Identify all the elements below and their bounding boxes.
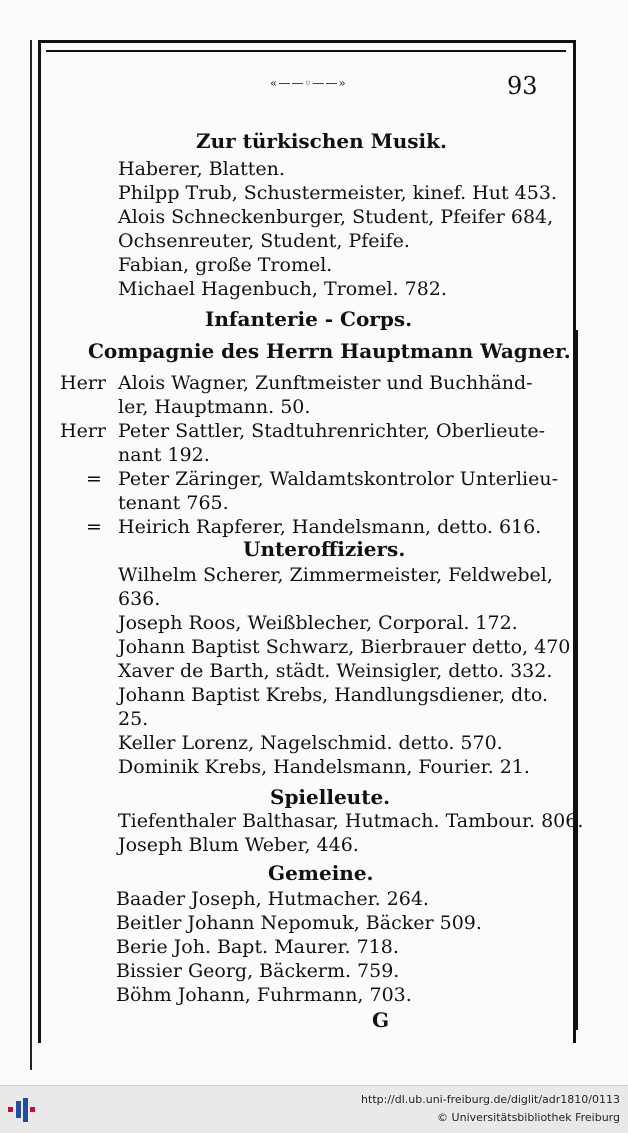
- page-number: 93: [507, 72, 538, 100]
- officer-title-label: Herr: [60, 372, 106, 394]
- section-heading-compagnie: Compagnie des Herrn Hauptmann Wagner.: [88, 339, 571, 363]
- list-item: Baader Joseph, Hutmacher. 264.: [116, 888, 429, 910]
- ditto-mark: =: [86, 468, 102, 490]
- list-item: 636.: [118, 588, 161, 610]
- viewer-footer: [0, 1085, 628, 1133]
- list-item: Philpp Trub, Schustermeister, kinef. Hut 453.: [118, 182, 557, 204]
- source-url-link[interactable]: http://dl.ub.uni-freiburg.de/diglit/adr1810/0113: [361, 1093, 620, 1106]
- copyright-notice: © Universitätsbibliothek Freiburg: [437, 1111, 620, 1124]
- list-item: Böhm Johann, Fuhrmann, 703.: [116, 984, 412, 1006]
- list-item: nant 192.: [118, 444, 210, 466]
- list-item: Michael Hagenbuch, Tromel. 782.: [118, 278, 447, 300]
- list-item: 25.: [118, 708, 149, 730]
- section-heading-gemeine: Gemeine.: [268, 861, 374, 885]
- page-left-rule: [30, 40, 32, 1070]
- page-border-inner-rule: [46, 50, 566, 52]
- list-item: Tiefenthaler Balthasar, Hutmach. Tambour. 806.: [118, 810, 584, 832]
- section-heading-unteroffiziers: Unteroffiziers.: [243, 537, 406, 561]
- list-item: Peter Zäringer, Waldamtskontrolor Unterlieu-: [118, 468, 559, 490]
- list-item: Xaver de Barth, städt. Weinsigler, detto. 332.: [118, 660, 553, 682]
- list-item: tenant 765.: [118, 492, 229, 514]
- list-item: Peter Sattler, Stadtuhrenrichter, Oberlieute-: [118, 420, 545, 442]
- section-heading-spielleute: Spielleute.: [270, 785, 391, 809]
- list-item: Johann Baptist Krebs, Handlungsdiener, dto.: [118, 684, 548, 706]
- list-item: Joseph Blum Weber, 446.: [118, 834, 359, 856]
- list-item: Heirich Rapferer, Handelsmann, detto. 616.: [118, 516, 542, 538]
- page-right-rule: [575, 330, 578, 1030]
- list-item: Fabian, große Tromel.: [118, 254, 333, 276]
- list-item: Beitler Johann Nepomuk, Bäcker 509.: [116, 912, 482, 934]
- officer-title-label: Herr: [60, 420, 106, 442]
- ditto-mark: =: [86, 516, 102, 538]
- header-ornament: «——◦——»: [270, 76, 347, 90]
- list-item: Bissier Georg, Bäckerm. 759.: [116, 960, 400, 982]
- list-item: Haberer, Blatten.: [118, 158, 285, 180]
- list-item: Alois Schneckenburger, Student, Pfeifer 684,: [118, 206, 554, 228]
- list-item: Johann Baptist Schwarz, Bierbrauer detto, 470: [118, 636, 571, 658]
- list-item: Wilhelm Scherer, Zimmermeister, Feldwebel,: [118, 564, 553, 586]
- signature-mark: G: [372, 1008, 390, 1032]
- list-item: Berie Joh. Bapt. Maurer. 718.: [116, 936, 399, 958]
- list-item: Alois Wagner, Zunftmeister und Buchhänd-: [118, 372, 533, 394]
- list-item: Joseph Roos, Weißblecher, Corporal. 172.: [118, 612, 518, 634]
- list-item: Dominik Krebs, Handelsmann, Fourier. 21.: [118, 756, 530, 778]
- list-item: Keller Lorenz, Nagelschmid. detto. 570.: [118, 732, 503, 754]
- library-logo-icon: [8, 1098, 36, 1122]
- list-item: Ochsenreuter, Student, Pfeife.: [118, 230, 410, 252]
- section-heading-musik: Zur türkischen Musik.: [196, 129, 447, 153]
- list-item: ler, Hauptmann. 50.: [118, 396, 311, 418]
- section-heading-infanterie: Infanterie - Corps.: [205, 307, 413, 331]
